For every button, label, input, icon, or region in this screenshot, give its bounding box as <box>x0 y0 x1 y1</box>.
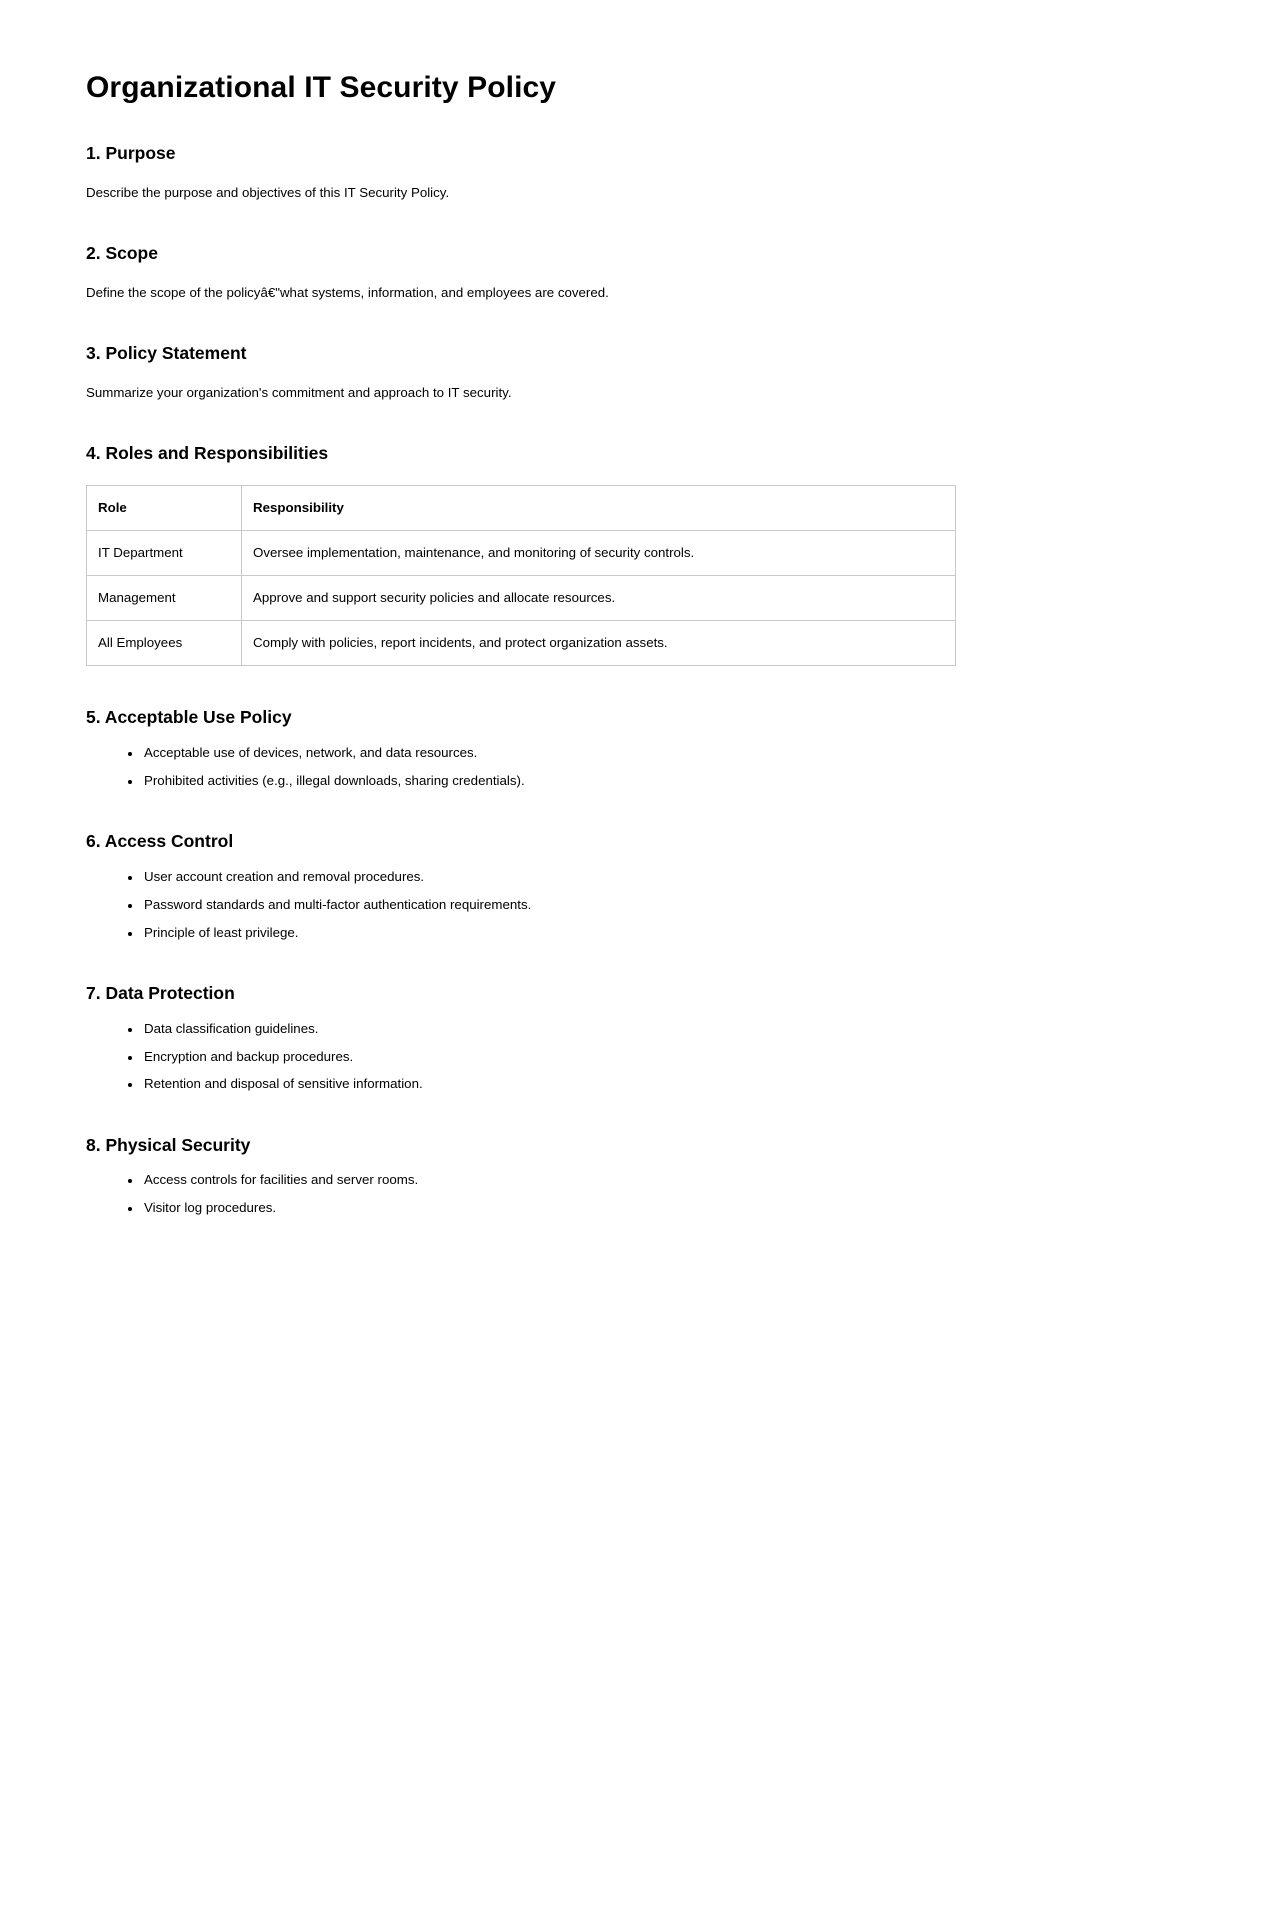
section-heading-purpose: 1. Purpose <box>86 143 176 163</box>
section-heading-physical-security: 8. Physical Security <box>86 1134 251 1155</box>
list-item: • Retention and disposal of sensitive information. <box>142 1074 1163 1093</box>
table-cell-role: All Employees <box>87 621 242 666</box>
table-cell-responsibility: Oversee implementation, maintenance, and monitoring of security controls. <box>242 531 956 576</box>
section-roles-responsibilities <box>86 443 1163 666</box>
section-heading-scope: 2. Scope <box>86 243 158 264</box>
section-heading-roles-responsibilities: 4. Roles and Responsibilities <box>86 443 329 464</box>
table-row <box>87 531 956 576</box>
table-cell-role: Management <box>87 576 242 621</box>
section-heading-acceptable-use-policy: 5. Acceptable Use Policy <box>86 707 292 728</box>
section-paragraph-policy-statement: Summarize your organization's commitment and approach to IT security. <box>86 385 512 401</box>
list-item: • Password standards and multi-factor authentication requirements. <box>142 895 1163 914</box>
section-physical-security <box>86 1135 1163 1218</box>
table-cell-role: IT Department <box>87 531 242 576</box>
list-item: • Visitor log procedures. <box>142 1198 1163 1217</box>
roles-responsibilities-table <box>86 485 956 666</box>
bullet-list-access-control <box>86 867 1163 942</box>
table-row <box>87 576 956 621</box>
section-heading-policy-statement: 3. Policy Statement <box>86 343 247 364</box>
section-access-control <box>86 831 1163 942</box>
list-item: • Principle of least privilege. <box>142 923 1163 942</box>
section-acceptable-use-policy <box>86 707 1163 790</box>
page-title: Organizational IT Security Policy <box>86 71 557 104</box>
table-header-row <box>87 486 956 531</box>
bullet-list-data-protection <box>86 1019 1163 1094</box>
bullet-list-physical-security <box>86 1170 1163 1217</box>
section-scope <box>86 243 1163 302</box>
section-policy-statement <box>86 343 1163 402</box>
section-heading-data-protection: 7. Data Protection <box>86 982 235 1003</box>
section-paragraph-scope: Define the scope of the policyâ€"what systems, information, and employees are covered. <box>86 285 609 301</box>
table-cell-responsibility: Approve and support security policies and allocate resources. <box>242 576 956 621</box>
list-item: • Data classification guidelines. <box>142 1019 1163 1038</box>
table-header-responsibility: Responsibility <box>242 486 956 531</box>
section-data-protection <box>86 983 1163 1094</box>
table-header-role: Role <box>87 486 242 531</box>
list-item: • Encryption and backup procedures. <box>142 1047 1163 1066</box>
list-item: • Access controls for facilities and server rooms. <box>142 1170 1163 1189</box>
bullet-list-acceptable-use-policy <box>86 743 1163 790</box>
table-cell-responsibility: Comply with policies, report incidents, and protect organization assets. <box>242 621 956 666</box>
section-paragraph-purpose: Describe the purpose and objectives of this IT Security Policy. <box>86 184 450 200</box>
section-purpose <box>86 143 1163 202</box>
list-item: • Acceptable use of devices, network, and data resources. <box>142 743 1163 762</box>
section-heading-access-control: 6. Access Control <box>86 831 234 852</box>
table-row <box>87 621 956 666</box>
list-item: • Prohibited activities (e.g., illegal downloads, sharing credentials). <box>142 771 1163 790</box>
list-item: • User account creation and removal procedures. <box>142 867 1163 886</box>
